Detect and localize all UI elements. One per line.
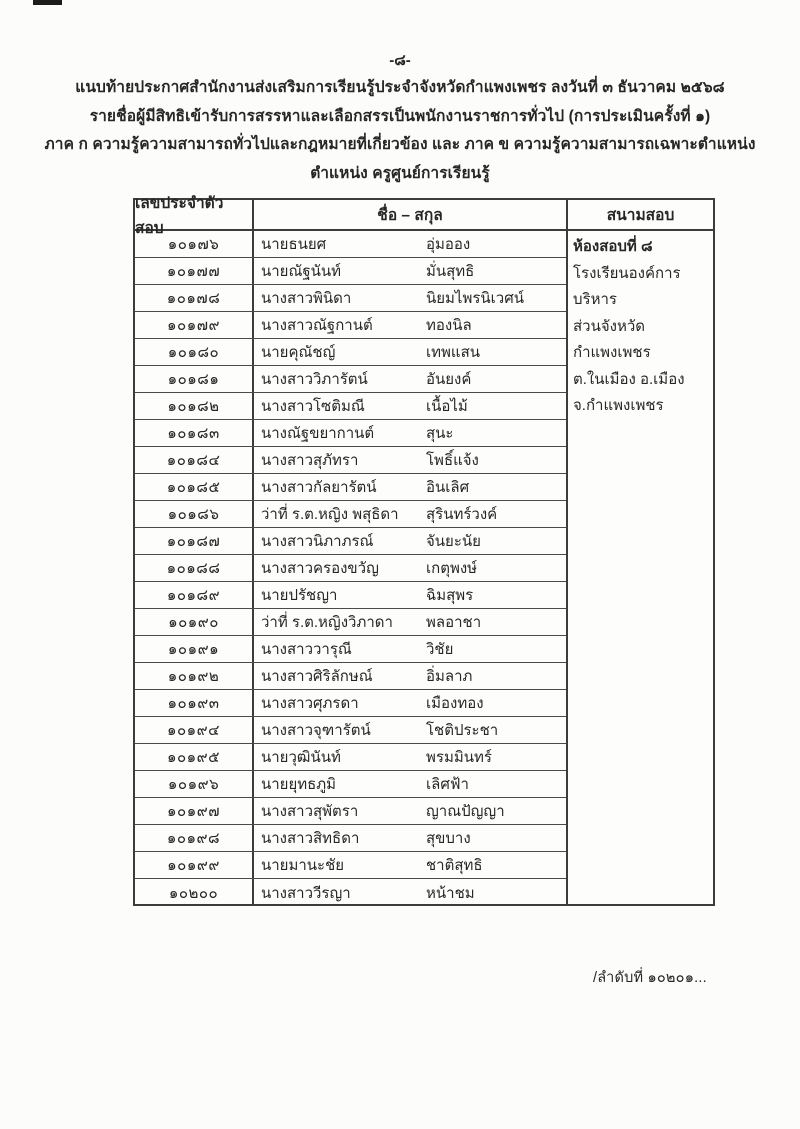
last-name: มั่นสุทธิ bbox=[426, 263, 475, 280]
name-cell bbox=[254, 447, 566, 473]
table-row bbox=[135, 501, 566, 528]
first-name: นางสาวศิริลักษณ์ bbox=[261, 668, 373, 685]
last-name: อิ่มลาภ bbox=[426, 668, 473, 685]
table-row bbox=[135, 771, 566, 798]
last-name: อันยงค์ bbox=[426, 371, 472, 388]
table-row bbox=[135, 798, 566, 825]
last-name: อุ่มออง bbox=[426, 236, 471, 253]
name-cell bbox=[254, 636, 566, 662]
first-name: นางสาวสิทธิดา bbox=[261, 830, 360, 847]
exam-id-cell: ๑๐๑๙๕ bbox=[135, 744, 254, 770]
name-cell bbox=[254, 393, 566, 419]
table-row bbox=[135, 258, 566, 285]
table-row bbox=[135, 447, 566, 474]
name-cell bbox=[254, 744, 566, 770]
first-name: นางสาวศุภรดา bbox=[261, 695, 359, 712]
table-row bbox=[135, 366, 566, 393]
exam-id-cell: ๑๐๑๘๙ bbox=[135, 582, 254, 608]
name-cell bbox=[254, 420, 566, 446]
last-name: สุขบาง bbox=[426, 830, 471, 847]
last-name: เทพแสน bbox=[426, 344, 480, 361]
table-venue-section bbox=[568, 200, 713, 904]
first-name: ว่าที่ ร.ต.หญิง พสุธิดา bbox=[261, 506, 399, 523]
table-row bbox=[135, 717, 566, 744]
venue-line-3: ต.ในเมือง อ.เมือง bbox=[573, 370, 685, 388]
table-row bbox=[135, 312, 566, 339]
exam-id-cell: ๑๐๑๘๔ bbox=[135, 447, 254, 473]
name-cell bbox=[254, 663, 566, 689]
name-cell bbox=[254, 474, 566, 500]
name-cell bbox=[254, 528, 566, 554]
first-name: นายวุฒินันท์ bbox=[261, 749, 341, 766]
table-row bbox=[135, 474, 566, 501]
last-name: ญาณปัญญา bbox=[426, 803, 505, 820]
last-name: หน้าชม bbox=[426, 884, 475, 902]
column-header-exam-id: เลขประจำตัวสอบ bbox=[135, 200, 254, 229]
table-row bbox=[135, 528, 566, 555]
exam-id-cell: ๑๐๑๙๖ bbox=[135, 771, 254, 797]
first-name: นายณัฐนันท์ bbox=[261, 263, 342, 280]
name-cell bbox=[254, 609, 566, 635]
header-line-2: รายชื่อผู้มีสิทธิเข้ารับการสรรหาและเลือกสรรเป็นพนักงานราชการทั่วไป (การประเมินครั้งที่ ๑) bbox=[89, 107, 711, 125]
last-name: วิชัย bbox=[426, 641, 454, 658]
first-name: นางณัฐขยากานต์ bbox=[261, 425, 375, 442]
page-number: -๘- bbox=[389, 52, 411, 69]
exam-id-cell: ๑๐๑๗๘ bbox=[135, 285, 254, 311]
first-name: นายคุณัชญ์ bbox=[261, 344, 336, 361]
first-name: ว่าที่ ร.ต.หญิงวิภาดา bbox=[261, 614, 393, 631]
header-line-1: แนบท้ายประกาศสำนักงานส่งเสริมการเรียนรู้ประจำจังหวัดกำแพงเพชร ลงวันที่ ๓ ธันวาคม ๒๕๖๘ bbox=[75, 79, 725, 96]
table-row bbox=[135, 339, 566, 366]
last-name: นิยมไพรนิเวศน์ bbox=[426, 290, 524, 307]
header-line-3: ภาค ก ความรู้ความสามารถทั่วไปและกฎหมายที่เกี่ยวข้อง และ ภาค ข ความรู้ความสามารถเฉพาะตำแหน่ง bbox=[44, 136, 756, 153]
table-row bbox=[135, 852, 566, 879]
name-cell bbox=[254, 231, 566, 257]
name-cell bbox=[254, 339, 566, 365]
footer-continuation-note: /ลำดับที่ ๑๐๒๐๑... bbox=[593, 970, 707, 986]
first-name: นายยุทธภูมิ bbox=[261, 776, 337, 793]
table-row bbox=[135, 636, 566, 663]
name-cell bbox=[254, 555, 566, 581]
name-cell bbox=[254, 312, 566, 338]
table-row bbox=[135, 690, 566, 717]
table-row bbox=[135, 825, 566, 852]
exam-id-cell: ๑๐๑๘๓ bbox=[135, 420, 254, 446]
exam-id-cell: ๑๐๑๘๗ bbox=[135, 528, 254, 554]
last-name: โพธิ์แจ้ง bbox=[426, 452, 479, 469]
exam-id-cell: ๑๐๑๙๙ bbox=[135, 852, 254, 878]
first-name: นางสาวกัลยารัตน์ bbox=[261, 479, 377, 496]
table-row bbox=[135, 393, 566, 420]
venue-cell bbox=[568, 231, 713, 420]
exam-id-cell: ๑๐๑๘๕ bbox=[135, 474, 254, 500]
first-name: นางสาวจุฑารัตน์ bbox=[261, 722, 371, 739]
exam-id-cell: ๑๐๑๗๖ bbox=[135, 231, 254, 257]
table-row bbox=[135, 663, 566, 690]
table-row bbox=[135, 744, 566, 771]
exam-id-cell: ๑๐๑๙๗ bbox=[135, 798, 254, 824]
first-name: นายมานะชัย bbox=[261, 857, 345, 874]
column-header-name: ชื่อ – สกุล bbox=[377, 207, 443, 224]
exam-id-cell: ๑๐๑๘๐ bbox=[135, 339, 254, 365]
exam-id-cell: ๑๐๑๙๓ bbox=[135, 690, 254, 716]
table-row bbox=[135, 285, 566, 312]
table-row bbox=[135, 420, 566, 447]
last-name: สุนะ bbox=[426, 425, 454, 442]
first-name: นางสาวพินิดา bbox=[261, 290, 352, 307]
last-name: เกตุพงษ์ bbox=[426, 560, 478, 577]
table-row bbox=[135, 231, 566, 258]
exam-id-cell: ๑๐๑๘๒ bbox=[135, 393, 254, 419]
last-name: สุรินทร์วงค์ bbox=[426, 506, 498, 523]
venue-line-2: ส่วนจังหวัดกำแพงเพชร bbox=[573, 317, 651, 361]
last-name: ชาติสุทธิ bbox=[426, 857, 483, 874]
exam-id-cell: ๑๐๑๘๘ bbox=[135, 555, 254, 581]
table-left-section bbox=[135, 194, 568, 904]
name-cell bbox=[254, 285, 566, 311]
last-name: จันยะนัย bbox=[426, 533, 481, 550]
first-name: นางสาววีรญา bbox=[261, 884, 351, 902]
column-header-venue: สนามสอบ bbox=[568, 200, 713, 231]
first-name: นางสาววารุณี bbox=[261, 641, 352, 658]
first-name: นางสาวสุภัทรา bbox=[261, 452, 359, 469]
first-name: นางสาวณัฐกานต์ bbox=[261, 317, 373, 334]
table-header-row bbox=[135, 194, 566, 237]
exam-id-cell: ๑๐๑๙๐ bbox=[135, 609, 254, 635]
last-name: โชติประชา bbox=[426, 722, 499, 739]
exam-id-cell: ๑๐๑๘๑ bbox=[135, 366, 254, 392]
document-header bbox=[40, 74, 760, 188]
examinee-table bbox=[133, 194, 715, 906]
first-name: นางสาวสุพัตรา bbox=[261, 803, 359, 820]
first-name: นางสาวโซติมณี bbox=[261, 398, 365, 415]
last-name: พรมมินทร์ bbox=[426, 749, 492, 766]
header-line-4: ตำแหน่ง ครูศูนย์การเรียนรู้ bbox=[310, 164, 490, 182]
name-cell bbox=[254, 879, 566, 906]
name-cell bbox=[254, 771, 566, 797]
scan-artifact-mark bbox=[33, 0, 62, 5]
first-name: นางสาวครองขวัญ bbox=[261, 560, 379, 577]
venue-line-1: โรงเรียนองค์การบริหาร bbox=[573, 264, 681, 308]
venue-room: ห้องสอบที่ ๘ bbox=[573, 238, 653, 255]
name-cell bbox=[254, 582, 566, 608]
last-name: เมืองทอง bbox=[426, 695, 484, 712]
venue-line-4: จ.กำแพงเพชร bbox=[573, 397, 664, 414]
exam-id-cell: ๑๐๑๙๑ bbox=[135, 636, 254, 662]
first-name: นายปรัชญา bbox=[261, 587, 338, 604]
exam-id-cell: ๑๐๑๘๖ bbox=[135, 501, 254, 527]
last-name: ทองนิล bbox=[426, 317, 472, 334]
last-name: อินเลิศ bbox=[426, 479, 470, 496]
table-row bbox=[135, 879, 566, 906]
exam-id-cell: ๑๐๑๗๗ bbox=[135, 258, 254, 284]
exam-id-cell: ๑๐๑๙๘ bbox=[135, 825, 254, 851]
name-cell bbox=[254, 825, 566, 851]
last-name: พลอาชา bbox=[426, 614, 482, 631]
name-cell bbox=[254, 258, 566, 284]
first-name: นางสาววิภารัตน์ bbox=[261, 371, 368, 388]
last-name: เนื้อไม้ bbox=[426, 398, 468, 415]
name-cell bbox=[254, 501, 566, 527]
last-name: ฉิมสุพร bbox=[426, 587, 474, 604]
first-name: นางสาวนิภาภรณ์ bbox=[261, 533, 374, 550]
first-name: นายธนยศ bbox=[261, 236, 327, 253]
exam-id-cell: ๑๐๑๗๙ bbox=[135, 312, 254, 338]
exam-id-cell: ๑๐๒๐๐ bbox=[135, 879, 254, 906]
table-row bbox=[135, 609, 566, 636]
last-name: เลิศฟ้า bbox=[426, 776, 469, 793]
name-cell bbox=[254, 717, 566, 743]
table-row bbox=[135, 555, 566, 582]
name-cell bbox=[254, 852, 566, 878]
exam-id-cell: ๑๐๑๙๔ bbox=[135, 717, 254, 743]
table-row bbox=[135, 582, 566, 609]
exam-id-cell: ๑๐๑๙๒ bbox=[135, 663, 254, 689]
table-body bbox=[135, 231, 566, 906]
name-cell bbox=[254, 690, 566, 716]
name-cell bbox=[254, 798, 566, 824]
name-cell bbox=[254, 366, 566, 392]
